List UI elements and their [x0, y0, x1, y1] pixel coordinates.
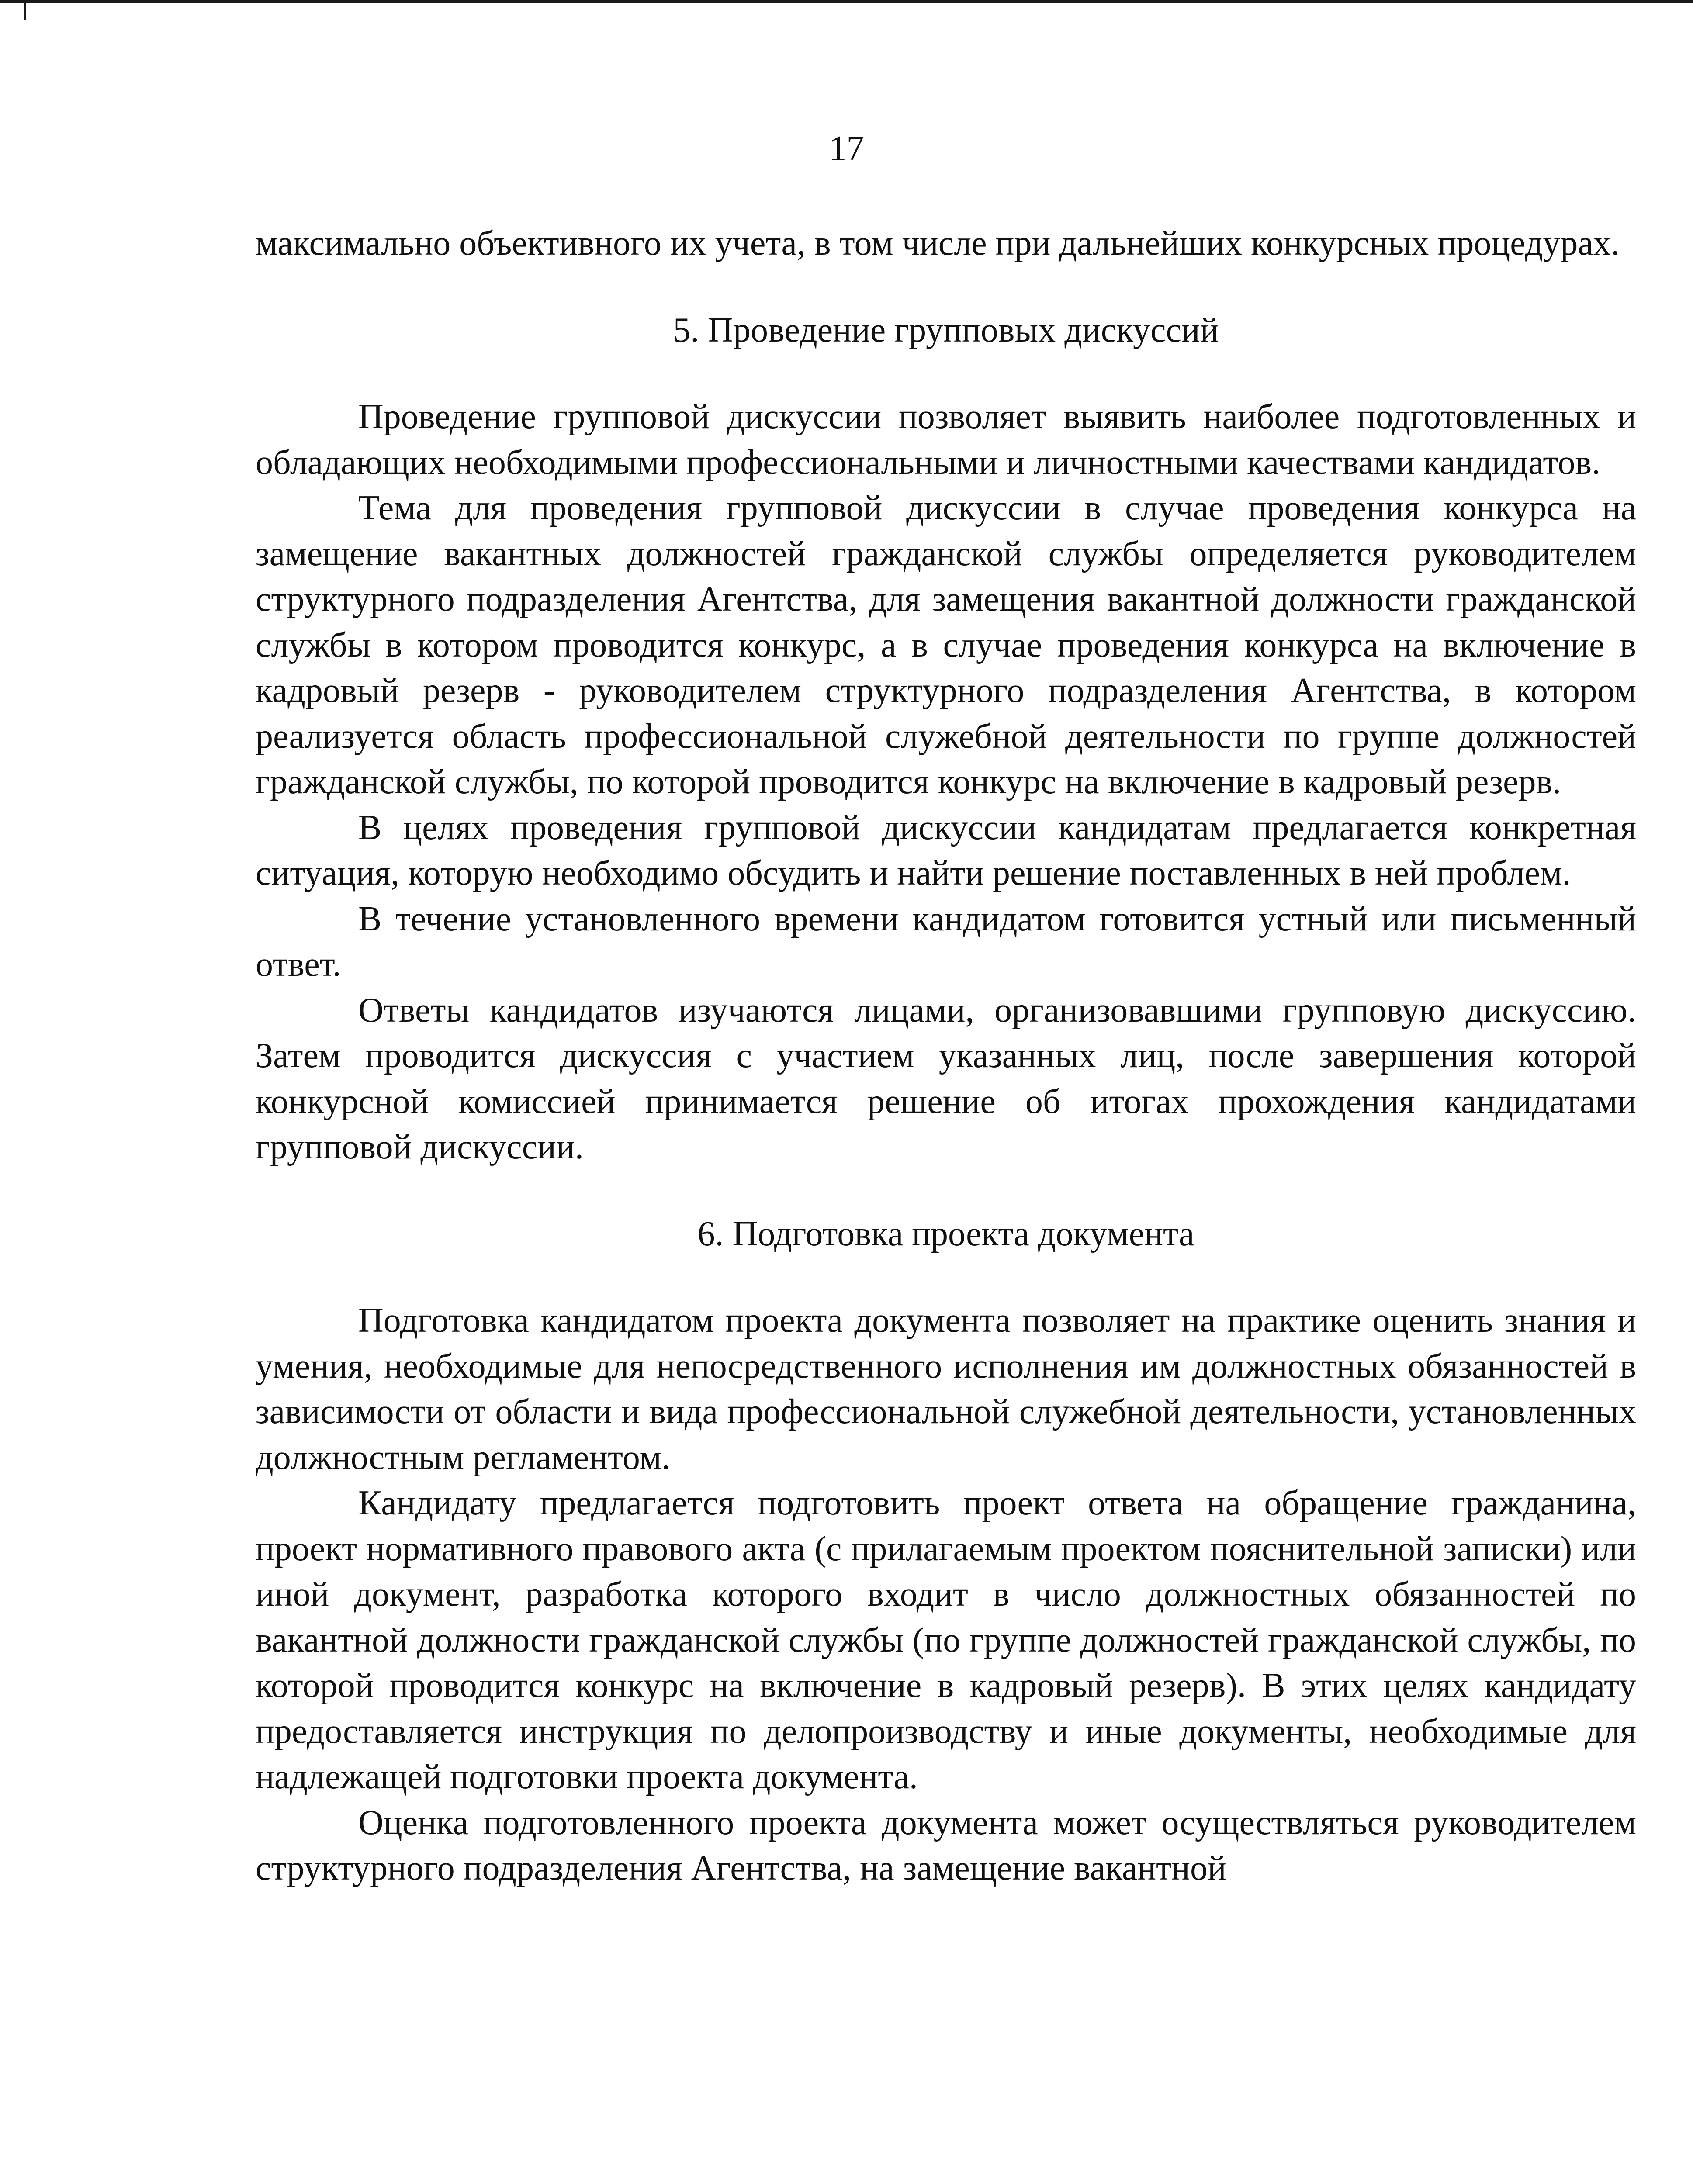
paragraph: Проведение групповой дискуссии позволяет выявить наиболее подготовленных и обладающих необходимыми профессиональными и личностными качествами кандидатов.: [256, 397, 1636, 482]
paragraph: В целях проведения групповой дискуссии кандидатам предлагается конкретная ситуация, которую необходимо обсудить и найти решение поставленных в ней проблем.: [256, 808, 1636, 892]
scan-edge-top: [0, 0, 1693, 3]
page-number: 17: [829, 129, 864, 168]
paragraph: Оценка подготовленного проекта документа может осуществляться руководителем структурного подразделения Агентства, на замещение вакантной: [256, 1803, 1636, 1887]
paragraph: Тема для проведения групповой дискуссии в случае проведения конкурса на замещение вакантных должностей гражданской службы определяется руководителем структурного подразделения Агентства, для замещения вакантной должности гражданской службы в котором проводится конкурс, а в случае проведения конкурса на включение в кадровый резерв - руководителем структурного подразделения Агентства, в котором реализуется область профессиональной служебной деятельности по группе должностей гражданской службы, по которой проводится конкурс на включение в кадровый резерв.: [256, 489, 1636, 801]
paragraph: Ответы кандидатов изучаются лицами, организовавшими групповую дискуссию. Затем проводится дискуссия с участием указанных лиц, после завершения которой конкурсной комиссией принимается решение об итогах прохождения кандидатами групповой дискуссии.: [256, 991, 1636, 1166]
paragraph: Кандидату предлагается подготовить проект ответа на обращение гражданина, проект нормативного правового акта (с прилагаемым проектом пояснительной записки) или иной документ, разработка которого входит в число должностных обязанностей по вакантной должности гражданской службы (по группе должностей гражданской службы, по которой проводится конкурс на включение в кадровый резерв). В этих целях кандидату предоставляется инструкция по делопроизводству и иные документы, необходимые для надлежащей подготовки проекта документа.: [256, 1484, 1636, 1796]
section-6-heading: 6. Подготовка проекта документа: [697, 1214, 1194, 1253]
scan-edge-mark: [24, 3, 26, 20]
continuation-paragraph: максимально объективного их учета, в том числе при дальнейших конкурсных процедурах.: [256, 224, 1620, 263]
paragraph: Подготовка кандидатом проекта документа позволяет на практике оценить знания и умения, необходимые для непосредственного исполнения им должностных обязанностей в зависимости от области и вида профессиональной служебной деятельности, установленных должностным регламентом.: [256, 1301, 1636, 1477]
section-5-heading: 5. Проведение групповых дискуссий: [673, 311, 1219, 349]
paragraph: В течение установленного времени кандидатом готовится устный или письменный ответ.: [256, 899, 1636, 984]
section-5-body: [256, 394, 1636, 1170]
document-body: [256, 221, 1636, 1891]
section-6-body: [256, 1298, 1636, 1891]
